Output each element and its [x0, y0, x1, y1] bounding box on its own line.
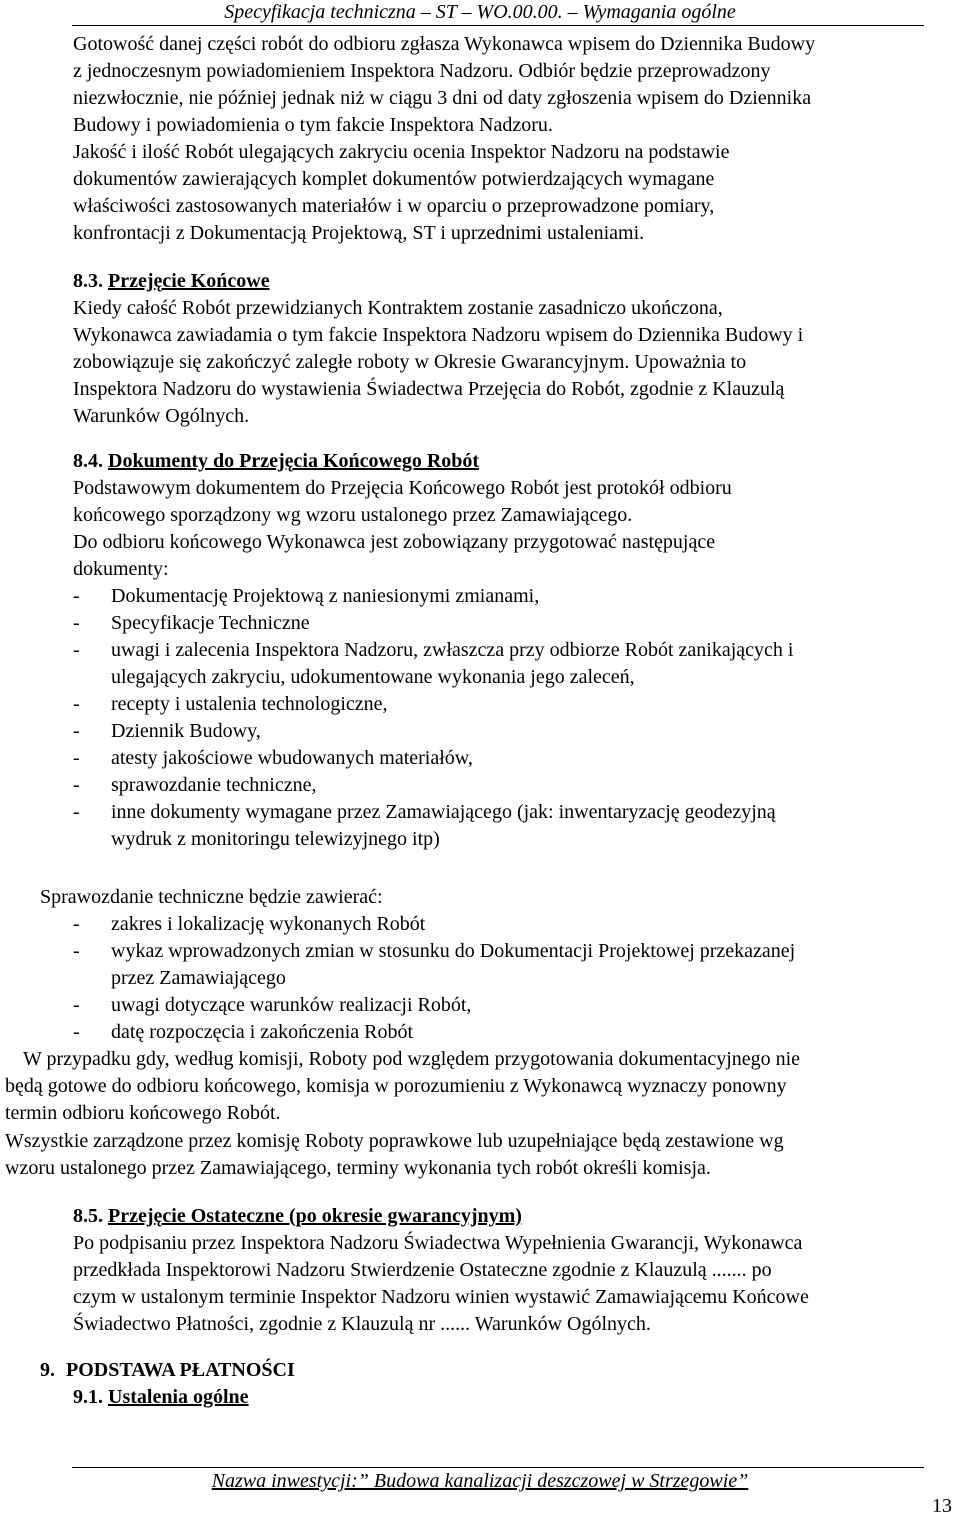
- list-item: - inne dokumenty wymagane przez Zamawiającego (jak: inwentaryzację geodezyjną: [73, 799, 793, 826]
- list-item: - atesty jakościowe wbudowanych materiałów,: [73, 745, 793, 772]
- list-item: - Specyfikacje Techniczne: [73, 610, 793, 637]
- list-dash: -: [73, 774, 80, 796]
- text-line: Gotowość danej części robót do odbioru zgłasza Wykonawca wpisem do Dziennika Budowy: [73, 33, 816, 55]
- page-number: 13: [932, 1495, 952, 1517]
- list-item: - datę rozpoczęcia i zakończenia Robót: [73, 1019, 795, 1046]
- section-number: 8.3.: [73, 270, 103, 292]
- text-line: konfrontacji z Dokumentacją Projektową, ST i uprzednimi ustaleniami.: [73, 222, 645, 244]
- list-dash: -: [73, 940, 80, 962]
- text-line: Wszystkie zarządzone przez komisję Roboty poprawkowe lub uzupełniające będą zestawione wg: [5, 1130, 784, 1152]
- text-line: Po podpisaniu przez Inspektora Nadzoru Świadectwa Wypełnienia Gwarancji, Wykonawca: [73, 1232, 803, 1254]
- list-item: - sprawozdanie techniczne,: [73, 772, 793, 799]
- text-line: termin odbioru końcowego Robót.: [5, 1102, 281, 1124]
- list-item-continuation: wydruk z monitoringu telewizyjnego itp): [111, 828, 440, 850]
- list-dash: -: [73, 612, 80, 634]
- text-line: Do odbioru końcowego Wykonawca jest zobowiązany przygotować następujące: [73, 531, 716, 553]
- list-item: - Dziennik Budowy,: [73, 718, 793, 745]
- text-line: Jakość i ilość Robót ulegających zakryciu ocenia Inspektor Nadzoru na podstawie: [73, 141, 730, 163]
- text-line: Warunków Ogólnych.: [73, 405, 250, 427]
- text-line: Podstawowym dokumentem do Przejęcia Końcowego Robót jest protokół odbioru: [73, 477, 732, 499]
- section-heading: [73, 1203, 809, 1230]
- list-dash: -: [73, 747, 80, 769]
- subsection-number: 9.1.: [73, 1386, 103, 1408]
- section-heading: [73, 268, 803, 295]
- list-dash: -: [73, 1021, 80, 1043]
- report-paragraph-2: [5, 1128, 784, 1182]
- section-title: Przejęcie Końcowe: [108, 270, 270, 292]
- intro-paragraph: [73, 31, 815, 247]
- section-number: 8.5.: [73, 1205, 103, 1227]
- section-number: 8.4.: [73, 450, 103, 472]
- list-dash: -: [73, 693, 80, 715]
- text-line: Świadectwo Płatności, zgodnie z Klauzulą nr ...... Warunków Ogólnych.: [73, 1313, 651, 1335]
- report-paragraph-1: [5, 1046, 800, 1127]
- section-number: 9.: [40, 1359, 55, 1381]
- section-9-heading: [40, 1357, 295, 1384]
- subsection-title: Ustalenia ogólne: [108, 1386, 249, 1408]
- text-line: W przypadku gdy, według komisji, Roboty pod względem przygotowania dokumentacyjnego nie: [23, 1048, 801, 1070]
- list-dash: -: [73, 994, 80, 1016]
- list-item-continuation: ulegających zakryciu, udokumentowane wykonania jego zaleceń,: [111, 666, 635, 688]
- list-item: - uwagi dotyczące warunków realizacji Robót,: [73, 992, 795, 1019]
- text-line: Budowy i powiadomienia o tym fakcie Inspektora Nadzoru.: [73, 114, 553, 136]
- page-footer: Nazwa inwestycji:” Budowa kanalizacji deszczowej w Strzegowie”: [211, 1470, 749, 1492]
- text-line: Kiedy całość Robót przewidzianych Kontraktem zostanie zasadniczo ukończona,: [73, 297, 723, 319]
- report-intro: [40, 884, 383, 911]
- text-line: zobowiązuje się zakończyć zaległe roboty w Okresie Gwarancyjnym. Upoważnia to: [73, 351, 747, 373]
- section-8-5: [73, 1203, 809, 1338]
- text-line: Sprawozdanie techniczne będzie zawierać:: [40, 886, 383, 908]
- page-header: Specyfikacja techniczna – ST – WO.00.00. – Wymagania ogólne: [224, 1, 736, 23]
- list-item: - uwagi i zalecenia Inspektora Nadzoru, zwłaszcza przy odbiorze Robót zanikających i: [73, 637, 793, 664]
- list-dash: -: [73, 913, 80, 935]
- text-line: końcowego sporządzony wg wzoru ustalonego przez Zamawiającego.: [73, 504, 633, 526]
- section-8-4: [73, 448, 793, 853]
- list-item: - zakres i lokalizację wykonanych Robót: [73, 911, 795, 938]
- section-9-1-heading: [73, 1384, 249, 1411]
- text-line: dokumenty:: [73, 558, 169, 580]
- text-line: niezwłocznie, nie później jednak niż w ciągu 3 dni od daty zgłoszenia wpisem do Dziennika: [73, 87, 812, 109]
- list-dash: -: [73, 585, 80, 607]
- text-line: Inspektora Nadzoru do wystawienia Świadectwa Przejęcia do Robót, zgodnie z Klauzulą: [73, 378, 785, 400]
- section-8-3: [73, 268, 803, 430]
- text-line: przedkłada Inspektorowi Nadzoru Stwierdzenie Ostateczne zgodnie z Klauzulą ....... po: [73, 1259, 772, 1281]
- list-item: - wykaz wprowadzonych zmian w stosunku do Dokumentacji Projektowej przekazanej: [73, 938, 795, 965]
- report-list: [73, 911, 795, 1046]
- header-rule: [72, 25, 924, 26]
- section-title: PODSTAWA PŁATNOŚCI: [66, 1359, 295, 1381]
- list-dash: -: [73, 720, 80, 742]
- text-line: z jednoczesnym powiadomieniem Inspektora Nadzoru. Odbiór będzie przeprowadzony: [73, 60, 771, 82]
- list-item: - recepty i ustalenia technologiczne,: [73, 691, 793, 718]
- text-line: czym w ustalonym terminie Inspektor Nadzoru winien wystawić Zamawiającemu Końcowe: [73, 1286, 809, 1308]
- list-item: - Dokumentację Projektową z naniesionymi zmianami,: [73, 583, 793, 610]
- list-dash: -: [73, 801, 80, 823]
- text-line: będą gotowe do odbioru końcowego, komisja w porozumieniu z Wykonawcą wyznaczy ponowny: [5, 1075, 787, 1097]
- section-heading: [73, 448, 793, 475]
- text-line: wzoru ustalonego przez Zamawiającego, terminy wykonania tych robót określi komisja.: [5, 1157, 711, 1179]
- section-title: Dokumenty do Przejęcia Końcowego Robót: [108, 450, 480, 472]
- text-line: dokumentów zawierających komplet dokumentów potwierdzających wymagane: [73, 168, 715, 190]
- text-line: Wykonawca zawiadamia o tym fakcie Inspektora Nadzoru wpisem do Dziennika Budowy i: [73, 324, 804, 346]
- list-item-continuation: przez Zamawiającego: [111, 967, 286, 989]
- list-dash: -: [73, 639, 80, 661]
- text-line: właściwości zastosowanych materiałów i w oparciu o przeprowadzone pomiary,: [73, 195, 715, 217]
- section-title: Przejęcie Ostateczne (po okresie gwarancyjnym): [108, 1205, 522, 1227]
